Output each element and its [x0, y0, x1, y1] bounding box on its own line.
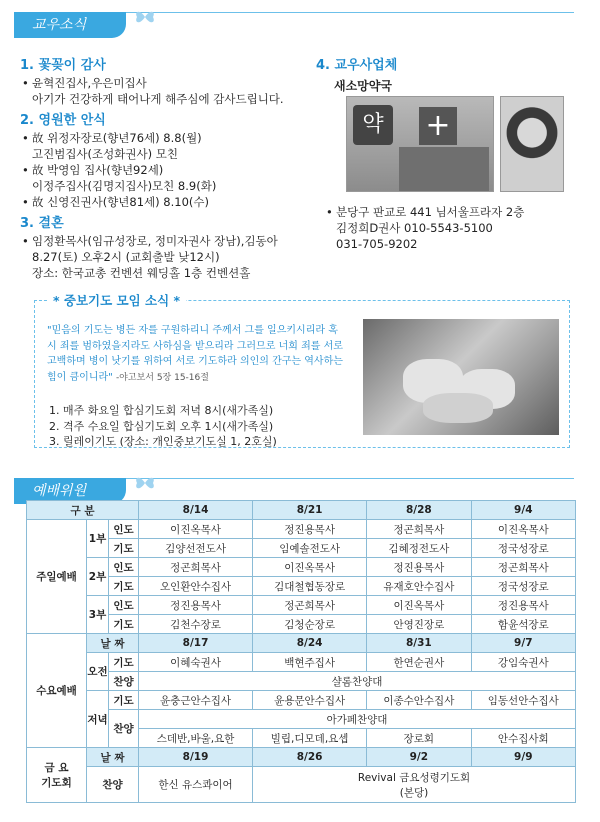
- news-line: • 故 위정자장로(향년76세) 8.8(월): [20, 130, 320, 146]
- cell: 한신 유스콰이어: [139, 767, 253, 803]
- news-line: • 윤혁진집사,우은미집사: [20, 75, 320, 91]
- cell: 한연순권사: [367, 653, 471, 672]
- cell: 이진옥목사: [253, 558, 367, 577]
- news-line: • 임정환목사(임규성장로, 정미자권사 장남),김동아: [20, 233, 320, 249]
- table-row: [27, 710, 576, 729]
- table-row: [27, 577, 576, 596]
- table-row: [27, 634, 576, 653]
- cell: 윤용문안수집사: [253, 691, 367, 710]
- table-row: [27, 539, 576, 558]
- praying-hands-photo: [363, 319, 559, 435]
- role-label: 찬양: [109, 710, 139, 748]
- cell: 정곤희목사: [471, 558, 575, 577]
- storefront: [399, 147, 489, 192]
- hand-shape: [423, 393, 493, 423]
- date-cell: 9/9: [471, 748, 575, 767]
- butterfly-icon: [134, 9, 156, 25]
- cell: 정진용목사: [471, 596, 575, 615]
- date-cell: 8/24: [253, 634, 367, 653]
- bible-verse: [47, 323, 347, 386]
- role-label: 기도: [109, 691, 139, 710]
- prayer-meeting-box: [34, 293, 570, 448]
- cell: 정곤희목사: [253, 596, 367, 615]
- worship-schedule-table: [26, 500, 576, 803]
- date-cell: 8/28: [367, 501, 471, 520]
- header-cell: 날 짜: [87, 748, 139, 767]
- cell: 샬롬찬양대: [139, 672, 576, 691]
- date-cell: 9/2: [367, 748, 471, 767]
- service-label-line: 기도회: [41, 777, 72, 789]
- role-label: 찬양: [109, 672, 139, 691]
- cell: 김혜정전도사: [367, 539, 471, 558]
- cell: 스데반,바울,요한: [139, 729, 253, 748]
- owner-portrait: [500, 96, 564, 192]
- service-label: [27, 748, 87, 803]
- news-line: • 故 박영임 집사(향년92세): [20, 162, 320, 178]
- news-line: 아기가 건강하게 태어나게 해주심에 감사드립니다.: [32, 92, 284, 106]
- date-cell: 9/4: [471, 501, 575, 520]
- cell: 이진옥목사: [367, 596, 471, 615]
- news-line: 장소: 한국교총 컨벤션 웨딩홀 1층 컨벤션홀: [32, 266, 251, 280]
- cell: 백현주집사: [253, 653, 367, 672]
- table-row: [27, 615, 576, 634]
- news-banner-label: 교우소식: [14, 12, 126, 38]
- date-cell: 8/31: [367, 634, 471, 653]
- role-label: 기도: [109, 539, 139, 558]
- part-label: 저녁: [87, 691, 109, 748]
- cell: 이진옥목사: [471, 520, 575, 539]
- cell-line: Revival 금요성령기도회: [357, 771, 471, 784]
- role-label: 기도: [109, 615, 139, 634]
- part-label: 1부: [87, 520, 109, 558]
- cell: 이혜숙권사: [139, 653, 253, 672]
- cell: 유재호안수집사: [367, 577, 471, 596]
- service-label: 수요예배: [27, 634, 87, 748]
- shop-owner: 김정희D권사 010-5543-5100: [336, 221, 493, 235]
- cell: 빌립,디모데,요셉: [253, 729, 367, 748]
- role-label: 인도: [109, 520, 139, 539]
- role-label: 인도: [109, 558, 139, 577]
- cell: 정곤희목사: [367, 520, 471, 539]
- verse-text: "믿음의 기도는 병든 자를 구원하리니 주께서 그를 일으키시리라 혹시 죄를 범하였을지라도 사하심을 받으리라 그러므로 너희 죄를 서로 고백하며 병이 낫기를 위하여 서로 기도하라 의인의 간구는 역사하는 힘이 큼이니라": [47, 325, 343, 383]
- cell: 장로회: [367, 729, 471, 748]
- news-banner: [14, 12, 574, 38]
- cell: 정진용목사: [253, 520, 367, 539]
- pharmacy-photo: [346, 96, 494, 192]
- header-cell: 구 분: [27, 501, 139, 520]
- role-label: 기도: [109, 653, 139, 672]
- cell: 오인환안수집사: [139, 577, 253, 596]
- cell: 정곤희목사: [139, 558, 253, 577]
- cell: 아가페찬양대: [139, 710, 576, 729]
- cell: 윤충근안수집사: [139, 691, 253, 710]
- table-row: [27, 691, 576, 710]
- role-label: 기도: [109, 577, 139, 596]
- cell: 정국성장로: [471, 539, 575, 558]
- service-label-line: 금 요: [44, 762, 69, 774]
- table-row: [27, 748, 576, 767]
- cell: 김천수장로: [139, 615, 253, 634]
- cell: 안수집사회: [471, 729, 575, 748]
- cell: 정진용목사: [367, 558, 471, 577]
- prayer-item: 1. 매주 화요일 합심기도회 저녁 8시(새가족실): [49, 404, 274, 417]
- prayer-item: 2. 격주 수요일 합심기도회 오후 1시(새가족실): [49, 419, 274, 433]
- role-label: 인도: [109, 596, 139, 615]
- news-line: 이정주집사(김명지집사)모친 8.9(화): [32, 179, 217, 193]
- cell: 김청순장로: [253, 615, 367, 634]
- pharmacy-cross-icon: +: [419, 107, 457, 145]
- cell: 이진옥목사: [139, 520, 253, 539]
- table-row: [27, 596, 576, 615]
- date-cell: 8/17: [139, 634, 253, 653]
- cell: 안영진장로: [367, 615, 471, 634]
- cell: 이종수안수집사: [367, 691, 471, 710]
- date-cell: 9/7: [471, 634, 575, 653]
- prayer-list: [49, 403, 277, 450]
- date-cell: 8/21: [253, 501, 367, 520]
- role-label: 찬양: [87, 767, 139, 803]
- cell: 함윤석장로: [471, 615, 575, 634]
- service-label: 주일예배: [27, 520, 87, 634]
- table-row: [27, 520, 576, 539]
- cell: 임예솔전도사: [253, 539, 367, 558]
- worship-banner-label: 예배위원: [14, 478, 126, 504]
- cell: 정진용목사: [139, 596, 253, 615]
- section-title-business: 4. 교우사업체: [316, 58, 398, 73]
- part-label: 오전: [87, 653, 109, 691]
- news-line: 고진범집사(조성화권사) 모친: [32, 147, 178, 161]
- section-title-thanks: 1. 꽃꽂이 감사: [20, 58, 106, 73]
- shop-info: [324, 204, 584, 252]
- cell: 정국성장로: [471, 577, 575, 596]
- table-row: [27, 501, 576, 520]
- part-label: 2부: [87, 558, 109, 596]
- pharmacy-sign: 약: [353, 105, 393, 145]
- date-cell: 8/19: [139, 748, 253, 767]
- table-row: [27, 653, 576, 672]
- cell: 김양선전도사: [139, 539, 253, 558]
- prayer-title: * 중보기도 모임 소식 *: [47, 291, 186, 309]
- verse-reference: -야고보서 5장 15-16절: [115, 372, 209, 383]
- cell: 김대철협동장로: [253, 577, 367, 596]
- table-row: [27, 672, 576, 691]
- news-line: 8.27(토) 오후2시 (교회출발 낮12시): [32, 250, 220, 264]
- news-column: [20, 52, 320, 281]
- prayer-item: 3. 릴레이기도 (장소: 개인중보기도실 1, 2호실): [49, 435, 277, 448]
- cell: 임동선안수집사: [471, 691, 575, 710]
- shop-address: • 분당구 판교로 441 님서울프라자 2층: [324, 204, 584, 220]
- news-line: • 故 신영진권사(향년81세) 8.10(수): [20, 194, 320, 210]
- header-cell: 날 짜: [87, 634, 139, 653]
- cell: 강임숙권사: [471, 653, 575, 672]
- shop-phone: 031-705-9202: [336, 237, 418, 251]
- part-label: 3부: [87, 596, 109, 634]
- table-row: [27, 767, 576, 803]
- cell-line: (본당): [399, 786, 429, 799]
- business-column: [316, 52, 576, 251]
- shop-name: 새소망약국: [334, 79, 392, 93]
- section-title-rest: 2. 영원한 안식: [20, 113, 106, 128]
- table-row: [27, 558, 576, 577]
- date-cell: 8/26: [253, 748, 367, 767]
- butterfly-icon: [134, 475, 156, 491]
- section-title-wedding: 3. 결혼: [20, 216, 64, 231]
- cell: [253, 767, 576, 803]
- date-cell: 8/14: [139, 501, 253, 520]
